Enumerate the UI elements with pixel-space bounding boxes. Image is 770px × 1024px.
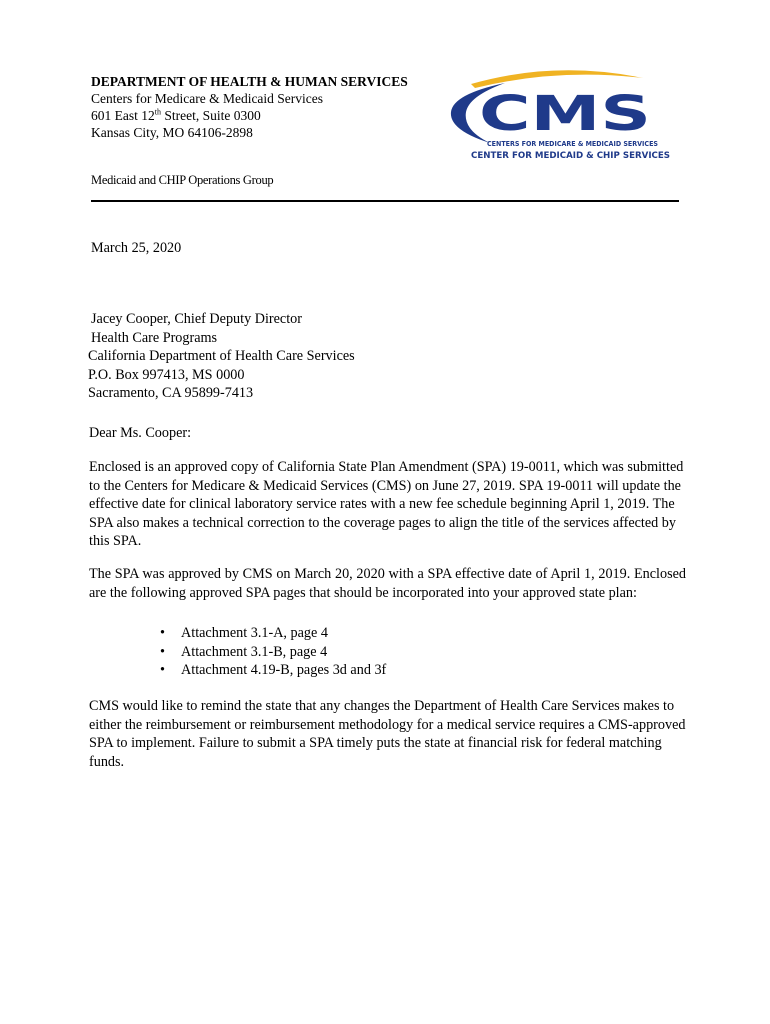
cms-logo (445, 66, 685, 166)
attachment-list (158, 624, 386, 680)
department-name: DEPARTMENT OF HEALTH & HUMAN SERVICES (91, 74, 408, 89)
agency-name: Centers for Medicare & Medicaid Services (91, 91, 324, 106)
bullet-icon: • (160, 625, 165, 641)
paragraph-1: Enclosed is an approved copy of California State Plan Amendment (SPA) 19-0011, which was submitted to the Centers for Medicare & Medicaid Services (CMS) on June 27, 2019. SPA 19-0011 will update the effective date for clinical laboratory service rates with a new fee schedule beginning April 1, 2019. The SPA also makes a technical correction to the coverage pages to align the title of the services affected by this SPA. (89, 459, 684, 549)
recipient-organization: California Department of Health Care Services (88, 348, 355, 364)
list-item: • Attachment 3.1-B, page 4 (160, 643, 328, 660)
bullet-icon: • (160, 662, 165, 678)
recipient-division: Health Care Programs (91, 329, 218, 346)
letter-date: March 25, 2020 (91, 240, 182, 256)
list-item: • Attachment 3.1-A, page 4 (160, 625, 328, 641)
recipient-name: Jacey Cooper, Chief Deputy Director (91, 311, 302, 327)
salutation: Dear Ms. Cooper: (89, 425, 192, 441)
logo-wordmark: CMS (479, 86, 651, 142)
city-address: Kansas City, MO 64106-2898 (91, 125, 253, 140)
street-address: 601 East 12th Street, Suite 0300 (91, 107, 261, 123)
paragraph-3: CMS would like to remind the state that any changes the Department of Health Care Services makes to either the reimbursement or reimbursement methodology for a medical service requires a CMS-approved SPA to implement. Failure to submit a SPA timely puts the state at financial risk for federal matching funds. (89, 698, 686, 770)
bullet-icon: • (160, 643, 165, 660)
logo-line-1: CENTERS FOR MEDICARE & MEDICAID SERVICES (487, 140, 658, 148)
recipient-address (88, 310, 355, 403)
recipient-city: Sacramento, CA 95899-7413 (88, 385, 254, 401)
letterhead (91, 73, 451, 141)
header-divider (91, 200, 679, 202)
recipient-po-box: P.O. Box 997413, MS 0000 (88, 366, 245, 383)
list-item: • Attachment 4.19-B, pages 3d and 3f (160, 662, 387, 678)
paragraph-2: The SPA was approved by CMS on March 20, 2020 with a SPA effective date of April 1, 2019. Enclosed are the following approved SPA pages that should be incorporated into your approved state plan: (89, 566, 686, 601)
operations-group: Medicaid and CHIP Operations Group (91, 173, 274, 187)
logo-line-2: CENTER FOR MEDICAID & CHIP SERVICES (471, 150, 670, 160)
